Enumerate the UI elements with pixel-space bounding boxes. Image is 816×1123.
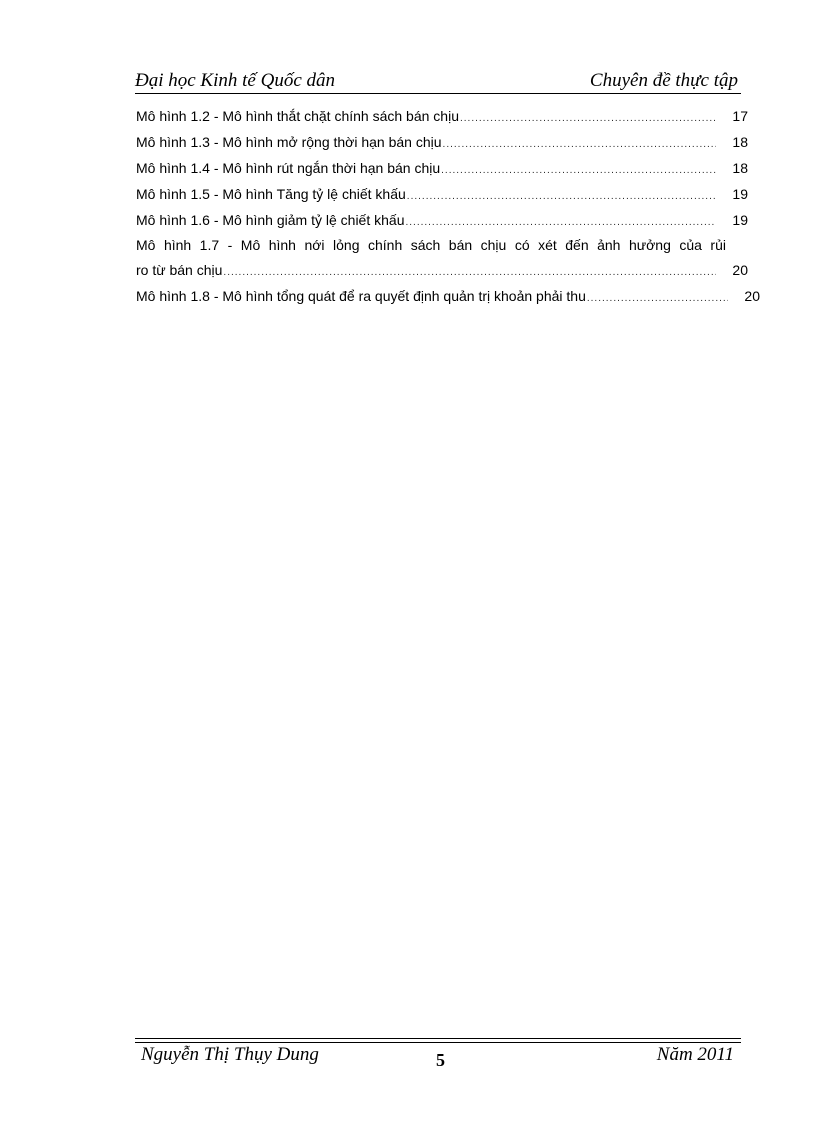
toc-entry-page: 20 xyxy=(744,288,760,304)
toc-dot-leader xyxy=(587,286,728,312)
toc-entry-multiline xyxy=(136,233,748,283)
toc-entry-title: Mô hình 1.6 - Mô hình giảm tỷ lệ chiết khấu xyxy=(136,212,405,228)
toc-dot-leader xyxy=(443,132,716,158)
toc-entry-page: 18 xyxy=(732,134,748,150)
toc-entry-title: Mô hình 1.3 - Mô hình mở rộng thời hạn bán chịu xyxy=(136,134,442,150)
toc-dot-leader xyxy=(407,184,716,210)
toc-entry-page: 18 xyxy=(732,160,748,176)
toc-entry xyxy=(136,129,748,155)
header-university: Đại học Kinh tế Quốc dân xyxy=(135,70,336,91)
footer-author: Nguyễn Thị Thụy Dung xyxy=(141,1044,319,1065)
toc-entry-title-line1: Mô hình 1.7 - Mô hình nới lỏng chính sách bán chịu có xét đến ảnh hưởng của rủi xyxy=(136,237,726,253)
footer-divider-bottom xyxy=(135,1042,741,1043)
toc-dot-leader xyxy=(460,106,716,132)
toc-entry-page: 19 xyxy=(732,212,748,228)
toc-entry xyxy=(136,181,748,207)
header-document-type: Chuyên đề thực tập xyxy=(589,70,738,91)
toc-entry-page: 19 xyxy=(732,186,748,202)
toc-entry-title: Mô hình 1.5 - Mô hình Tăng tỷ lệ chiết khấu xyxy=(136,186,406,202)
toc-entry xyxy=(136,207,748,233)
toc-dot-leader xyxy=(441,158,716,184)
footer-divider-top xyxy=(135,1038,741,1039)
toc-entry-title: Mô hình 1.4 - Mô hình rút ngắn thời hạn bán chịu xyxy=(136,160,441,176)
toc-entry-page: 20 xyxy=(732,262,748,278)
footer-year: Năm 2011 xyxy=(656,1044,734,1065)
toc-entry-title-line2: ro từ bán chịu xyxy=(136,262,223,278)
toc-entry xyxy=(136,103,748,129)
toc-entry-second-line xyxy=(136,257,748,283)
toc-entry-title: Mô hình 1.8 - Mô hình tổng quát để ra quyết định quản trị khoản phải thu xyxy=(136,288,586,304)
header-divider xyxy=(135,93,741,94)
toc-entry-page: 17 xyxy=(732,108,748,124)
toc-entry xyxy=(136,283,760,309)
toc-entry xyxy=(136,155,748,181)
table-of-figures xyxy=(136,103,760,309)
toc-entry-title: Mô hình 1.2 - Mô hình thắt chặt chính sách bán chịu xyxy=(136,108,459,124)
footer-page-number: 5 xyxy=(436,1050,445,1070)
